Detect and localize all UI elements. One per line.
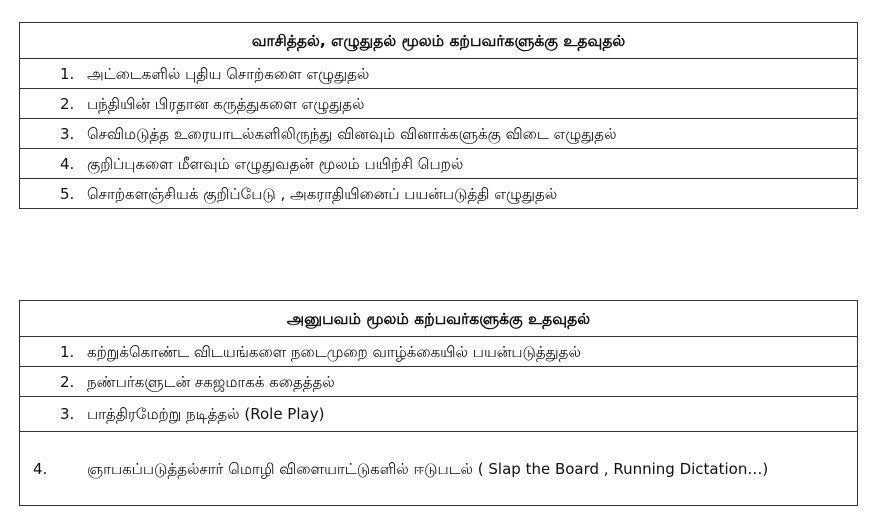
table-row xyxy=(20,59,858,89)
item-text: அட்டைகளில் புதிய சொற்களை எழுதுதல் xyxy=(87,64,370,83)
list-item xyxy=(20,59,858,89)
table-row xyxy=(20,89,858,119)
item-number: 5. xyxy=(60,184,75,203)
item-number: 3. xyxy=(60,405,75,423)
item-number: 2. xyxy=(60,94,75,113)
section1-title: வாசித்தல், எழுதுதல் மூலம் கற்பவர்களுக்கு உதவுதல் xyxy=(20,23,858,59)
table-row xyxy=(20,367,858,397)
item-text: நண்பர்களுடன் சகஜமாகக் கதைத்தல் xyxy=(87,372,335,391)
list-item xyxy=(20,149,858,179)
item-wrap xyxy=(33,451,849,487)
table-row xyxy=(20,397,858,432)
item-text: குறிப்புகளை மீளவும் எழுதுவதன் மூலம் பயிற்சி பெறல் xyxy=(87,154,464,173)
item-number: 1. xyxy=(60,64,75,83)
list-item xyxy=(20,179,858,209)
item-text: கற்றுக்கொண்ட விடயங்களை நடைமுறை வாழ்க்கையில் பயன்படுத்துதல் xyxy=(87,342,581,361)
item-number: 4. xyxy=(33,459,48,478)
table-row xyxy=(20,119,858,149)
item-number: 3. xyxy=(60,124,75,143)
section2-title: அனுபவம் மூலம் கற்பவர்களுக்கு உதவுதல் xyxy=(20,301,858,337)
item-number: 1. xyxy=(60,342,75,361)
list-item xyxy=(20,119,858,149)
item-text: செவிமடுத்த உரையாடல்களிலிருந்து வினவும் வினாக்களுக்கு விடை எழுதுதல் xyxy=(87,124,617,143)
item-text: பந்தியின் பிரதான கருத்துகளை எழுதுதல் xyxy=(87,94,365,113)
list-item xyxy=(20,432,858,506)
item-number: 2. xyxy=(60,372,75,391)
list-item xyxy=(20,89,858,119)
item-text: பாத்திரமேற்று நடித்தல் (Role Play) xyxy=(87,405,325,423)
reading-writing-table xyxy=(19,22,858,209)
item-text: சொற்களஞ்சியக் குறிப்பேடு , அகராதியினைப் பயன்படுத்தி எழுதுதல் xyxy=(87,184,558,203)
list-item xyxy=(20,337,858,367)
table-row xyxy=(20,149,858,179)
item-number: 4. xyxy=(60,154,75,173)
experience-table xyxy=(19,300,858,506)
table-row xyxy=(20,432,858,506)
list-item xyxy=(20,397,858,432)
table-row xyxy=(20,179,858,209)
table-row xyxy=(20,337,858,367)
list-item xyxy=(20,367,858,397)
item-text: ஞாபகப்படுத்தல்சார் மொழி விளையாட்டுகளில் ஈடுபடல் ( Slap the Board , Running Dictation…) xyxy=(87,459,769,478)
